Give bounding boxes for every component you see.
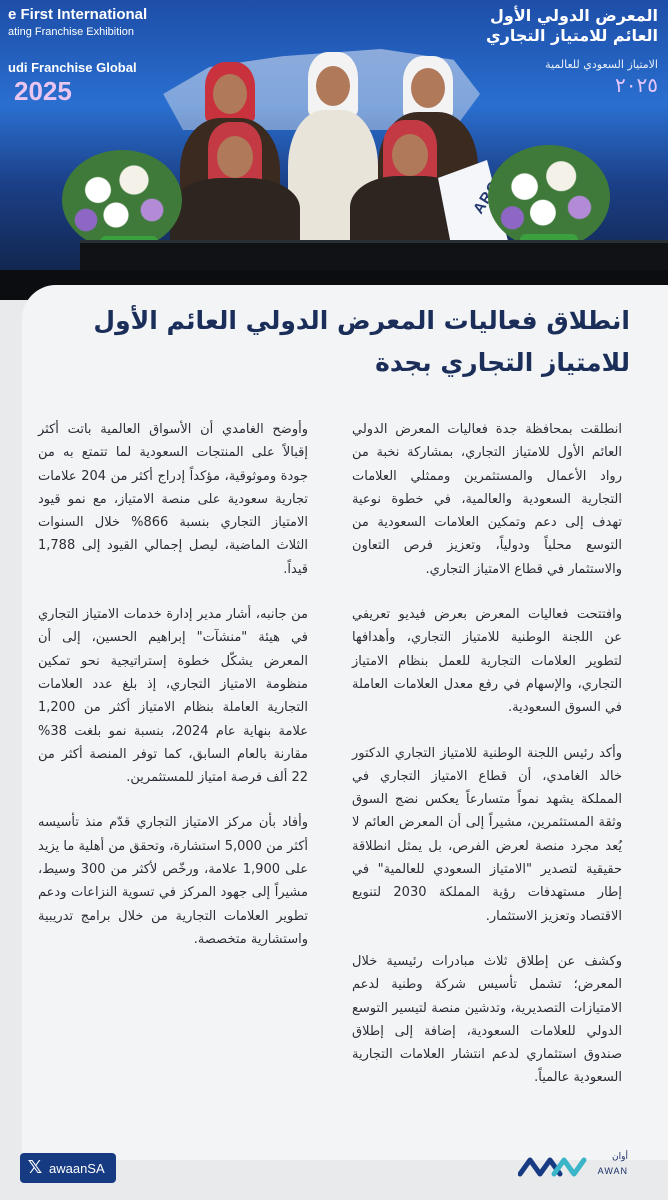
paragraph: وأفاد بأن مركز الامتياز التجاري قدّم منذ تأسيسه أكثر من 5,000 استشارة، وتحقق من أهلية ما يزيد على 1,900 علامة، ورخّص لأكثر من 300 وسيط، مشيراً إلى جهود المركز في تسوية النزاعات ودعم تطوير العلامات التجارية من خلال برامج تدريبية واستشارية متخصصة. <box>38 815 309 947</box>
banner-en-line1: e First International <box>8 6 148 23</box>
article-column-right <box>352 418 622 1112</box>
x-account-badge[interactable] <box>20 1153 116 1183</box>
banner-arabic <box>468 6 658 97</box>
x-handle: awaanSA <box>49 1160 105 1176</box>
paragraph: وأكد رئيس اللجنة الوطنية للامتياز التجاري الدكتور خالد الغامدي، أن قطاع الامتياز التجاري في المملكة يشهد نمواً متسارعاً يعكس نضج السوق وثقة المستثمرين، مشيراً إلى أن المعرض العائم لا يُعد مجرد منصة لعرض الفرص، بل يمثل انطلاقة حقيقية لتصدير "الامتياز السعودي للعالمية" في إطار مستهدفات رؤية المملكة 2030 لتنويع الاقتصاد وتعزيز الاستثمار. <box>352 745 622 924</box>
brand-english: AWAN <box>597 1166 628 1176</box>
header-photo <box>0 0 668 300</box>
banner-en-year: 2025 <box>14 76 72 106</box>
awan-wave-icon <box>518 1154 590 1180</box>
article-column-left <box>38 418 308 973</box>
flower-arrangement-left <box>62 150 182 250</box>
banner-en-line3: udi Franchise Global <box>8 60 137 75</box>
x-logo-icon: 𝕏 <box>27 1157 43 1178</box>
paragraph: من جانبه، أشار مدير إدارة خدمات الامتياز التجاري في هيئة "منشآت" إبراهيم الحسين، إلى أن المعرض يشكّل خطوة إستراتيجية نحو تمكين منظومة الامتياز التجاري، إذ بلغ عدد العلامات التجارية العاملة بنظام الامتياز أكثر من 1,200 علامة بنهاية عام 2024، بنسبة نمو بلغت 38% مقارنة بالعام السابق، كما توفر المنصة أكثر من 22 ألف فرصة امتياز للمستثمرين. <box>38 607 308 786</box>
person-seated-left <box>170 120 300 250</box>
brand-arabic: أوان <box>612 1152 628 1162</box>
paragraph: وكشف عن إطلاق ثلاث مبادرات رئيسية خلال المعرض؛ تشمل تأسيس شركة وطنية لدعم الامتيازات التصديرية، وتدشين منصة لتيسير التوسع الدولي للعلامات السعودية، إضافة إلى إطلاق صندوق استثماري لدعم انتشار العلامات التجارية السعودية عالمياً. <box>352 953 622 1086</box>
awan-logo <box>518 1150 628 1190</box>
banner-ar-year: ٢٠٢٥ <box>615 73 658 97</box>
article-title: انطلاق فعاليات المعرض الدولي العائم الأول للامتياز التجاري بجدة <box>93 306 630 377</box>
banner-ar-line1: المعرض الدولي الأول <box>490 6 658 25</box>
banner-ar-line2: العائم للامتياز التجاري <box>485 26 658 45</box>
paragraph: وافتتحت فعاليات المعرض بعرض فيديو تعريفي عن اللجنة الوطنية للامتياز التجاري، وأهدافها لتطوير العلامات التجارية للعمل بنظام الامتياز التجاري، والإسهام في رفع معدل العلامات العاملة في السوق السعودية. <box>352 607 622 716</box>
paragraph: انطلقت بمحافظة جدة فعاليات المعرض الدولي العائم الأول للامتياز التجاري، بمشاركة نخبة من رواد الأعمال والمستثمرين وممثلي العلامات التجارية السعودية والعالمية، في خطوة نوعية تهدف إلى دعم وتمكين العلامات السعودية من التوسع محلياً ودولياً، وتعزيز فرص التعاون والاستثمار في قطاع الامتياز التجاري. <box>352 422 622 577</box>
banner-en-line2: ating Franchise Exhibition <box>8 26 134 38</box>
banner-ar-line3: الامتياز السعودي للعالمية <box>545 58 658 71</box>
paragraph: وأوضح الغامدي أن الأسواق العالمية باتت أكثر إقبالاً على المنتجات السعودية لما تتمتع به من جودة وموثوقية، مؤكداً إدراج أكثر من 204 علامات تجارية سعودية على منصة الامتياز، مع نمو قيود الامتياز التجاري بنسبة 866% خلال السنوات الثلاث الماضية، ليصل إجمالي القيود إلى 1,788 قيداً. <box>38 422 309 577</box>
